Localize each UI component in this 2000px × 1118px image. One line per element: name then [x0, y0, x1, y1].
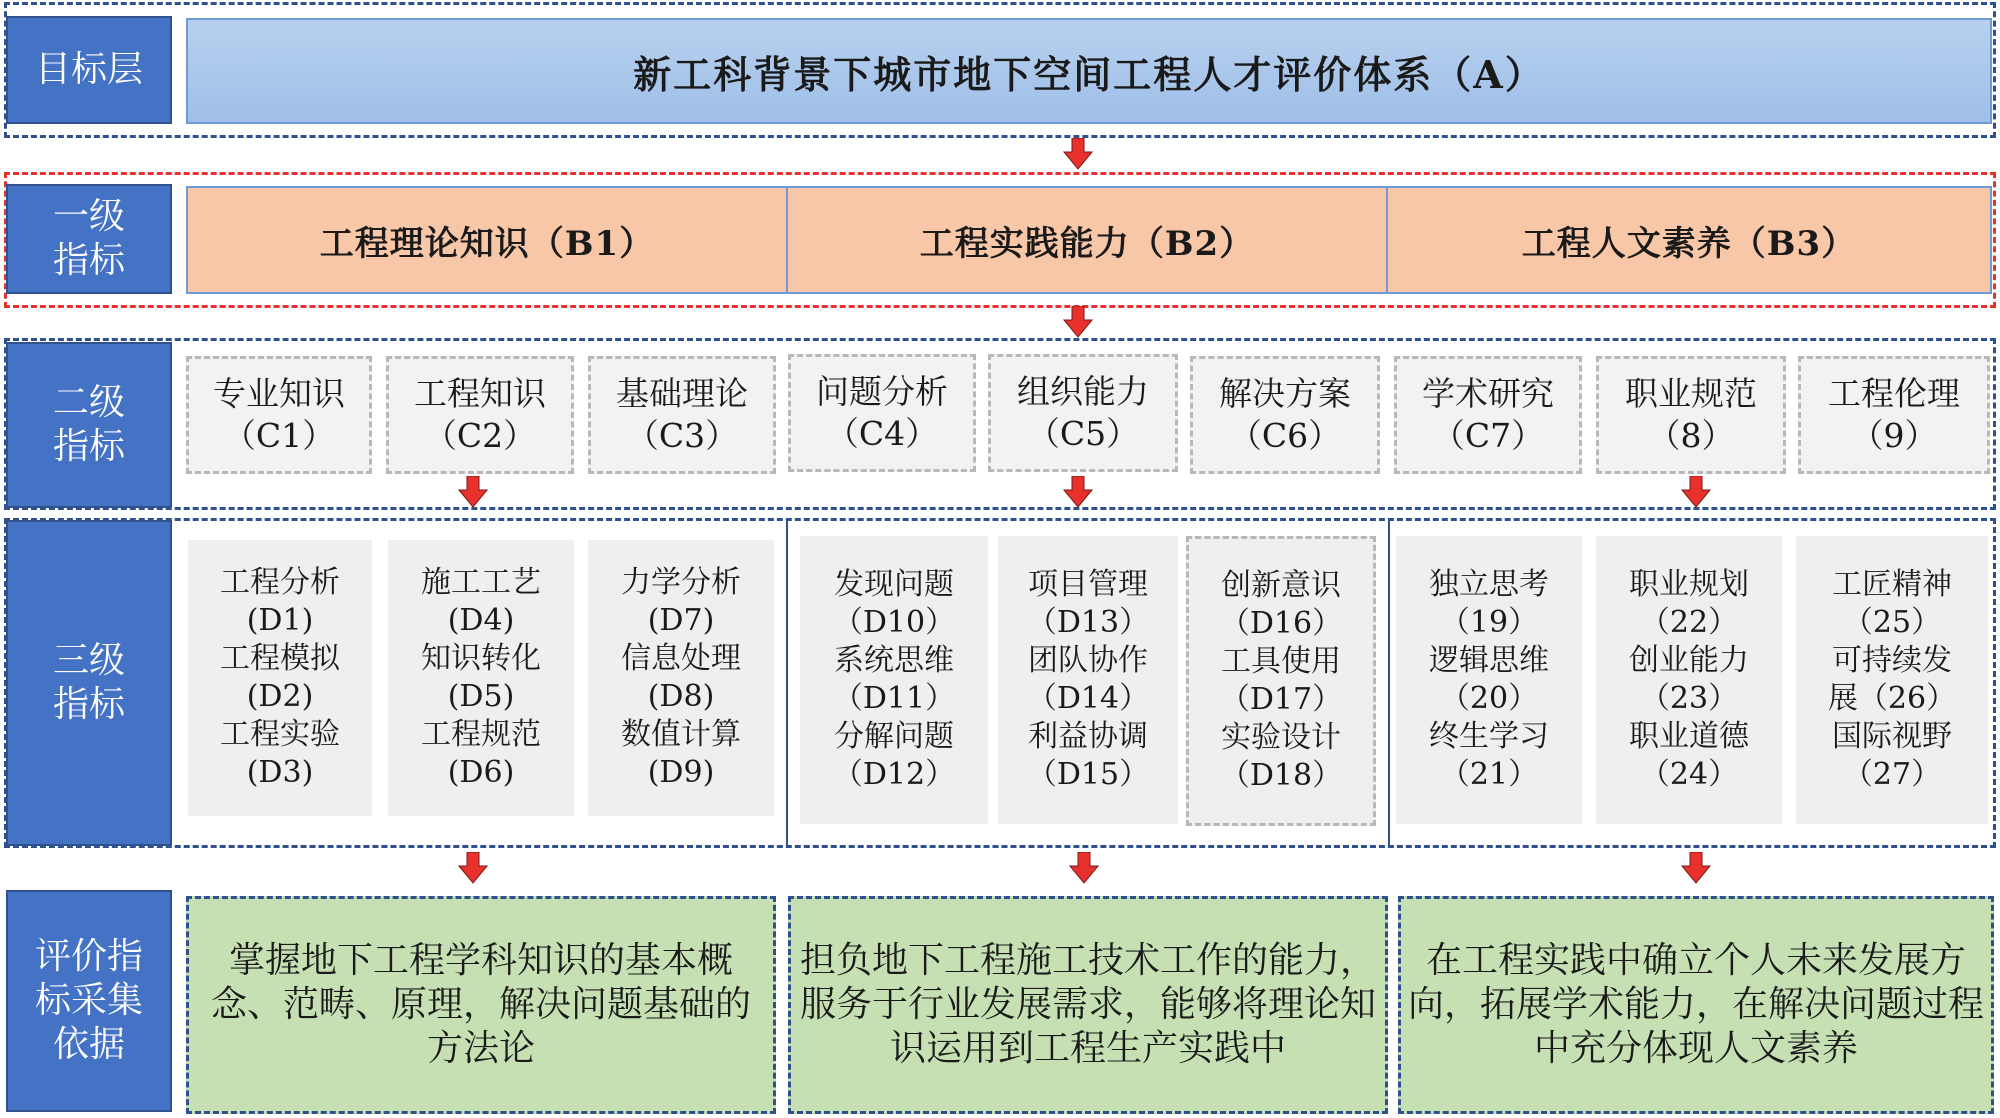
- c-indicator-4-label: 问题分析 （C4）: [816, 372, 948, 453]
- goal-level-label: [6, 16, 172, 124]
- c-indicator-9-label: 工程伦理 （9）: [1828, 374, 1960, 455]
- d-indicator-group-2: [388, 540, 574, 816]
- d-indicator-group-8-label: 职业规划 （22） 创业能力 （23） 职业道德 （24）: [1629, 567, 1749, 792]
- basis-level-label: [6, 890, 172, 1112]
- c-indicator-7: [1394, 356, 1582, 474]
- d-indicator-group-9-label: 工匠精神 （25） 可持续发 展（26） 国际视野 （27）: [1827, 567, 1957, 792]
- d-indicator-group-1: [188, 540, 372, 816]
- down-arrow-icon: [1063, 476, 1093, 508]
- d-indicator-group-6: [1186, 536, 1376, 826]
- d-indicator-group-6-label: 创新意识 （D16） 工具使用 （D17） 实验设计 （D18）: [1219, 568, 1343, 793]
- down-arrow-icon: [458, 476, 488, 508]
- c-indicator-2-label: 工程知识 （C2）: [414, 374, 546, 455]
- d-indicator-group-3-label: 力学分析 (D7) 信息处理 (D8) 数值计算 (D9): [621, 565, 741, 790]
- down-arrow-icon: [1069, 852, 1099, 884]
- c-indicator-8: [1596, 356, 1786, 474]
- third-level-label-text: 三级 指标: [52, 640, 125, 725]
- first-level-label-text: 一级 指标: [52, 196, 125, 281]
- c-indicator-1-label: 专业知识 （C1）: [213, 374, 345, 455]
- basis-box-3: [1398, 896, 1994, 1114]
- d-indicator-group-4-label: 发现问题 （D10） 系统思维 （D11） 分解问题 （D12）: [832, 567, 956, 792]
- b-indicator-1-label: 工程理论知识（B1）: [319, 223, 655, 264]
- second-level-label-text: 二级 指标: [52, 382, 125, 467]
- b-indicator-2-label: 工程实践能力（B2）: [919, 223, 1255, 264]
- down-arrow-icon: [1063, 306, 1093, 338]
- c-indicator-3-label: 基础理论 （C3）: [616, 374, 748, 455]
- goal-level-label-text: 目标层: [34, 49, 143, 90]
- d-indicator-group-2-label: 施工工艺 (D4) 知识转化 (D5) 工程规范 (D6): [421, 565, 541, 790]
- basis-level-label-text: 评价指 标采集 依据: [34, 936, 143, 1065]
- basis-box-1: [186, 896, 776, 1114]
- b-indicator-3-label: 工程人文素养（B3）: [1521, 223, 1857, 264]
- d-indicator-group-3: [588, 540, 774, 816]
- d-indicator-group-5-label: 项目管理 （D13） 团队协作 （D14） 利益协调 （D15）: [1026, 567, 1150, 792]
- c-indicator-9: [1798, 356, 1990, 474]
- d-indicator-group-5: [998, 536, 1178, 824]
- d-indicator-group-7-label: 独立思考 （19） 逻辑思维 （20） 终生学习 （21）: [1429, 567, 1549, 792]
- d-group-divider-2: [1388, 520, 1390, 848]
- d-indicator-group-7: [1396, 536, 1582, 824]
- basis-box-2-text: 担负地下工程施工技术工作的能力，服务于行业发展需求，能够将理论知识运用到工程生产实践中: [799, 940, 1376, 1069]
- c-indicator-7-label: 学术研究 （C7）: [1422, 374, 1554, 455]
- d-group-divider-1: [786, 520, 788, 848]
- down-arrow-icon: [1681, 476, 1711, 508]
- second-level-label: [6, 342, 172, 508]
- c-indicator-6-label: 解决方案 （C6）: [1219, 374, 1351, 455]
- c-indicator-1: [186, 356, 372, 474]
- basis-box-1-text: 掌握地下工程学科知识的基本概念、范畴、原理，解决问题基础的方法论: [210, 940, 751, 1069]
- c-indicator-6: [1190, 356, 1380, 474]
- goal-title: 新工科背景下城市地下空间工程人才评价体系（A）: [633, 51, 1545, 97]
- b-indicator-3: [1386, 186, 1992, 294]
- down-arrow-icon: [1063, 138, 1093, 170]
- b-indicator-1: [186, 186, 788, 294]
- basis-box-2: [788, 896, 1388, 1114]
- d-indicator-group-1-label: 工程分析 (D1) 工程模拟 (D2) 工程实验 (D3): [220, 565, 340, 790]
- c-indicator-8-label: 职业规范 （8）: [1625, 374, 1757, 455]
- c-indicator-2: [386, 356, 574, 474]
- d-indicator-group-4: [800, 536, 988, 824]
- third-level-label: [6, 520, 172, 846]
- down-arrow-icon: [458, 852, 488, 884]
- b-indicator-2: [786, 186, 1388, 294]
- basis-box-3-text: 在工程实践中确立个人未来发展方向，拓展学术能力，在解决问题过程中充分体现人文素养: [1407, 940, 1984, 1069]
- c-indicator-5: [988, 354, 1178, 472]
- d-indicator-group-8: [1596, 536, 1782, 824]
- d-indicator-group-9: [1796, 536, 1988, 824]
- first-level-label: [6, 184, 172, 294]
- c-indicator-5-label: 组织能力 （C5）: [1017, 372, 1149, 453]
- c-indicator-4: [788, 354, 976, 472]
- down-arrow-icon: [1681, 852, 1711, 884]
- goal-title-box: [186, 18, 1992, 124]
- c-indicator-3: [588, 356, 776, 474]
